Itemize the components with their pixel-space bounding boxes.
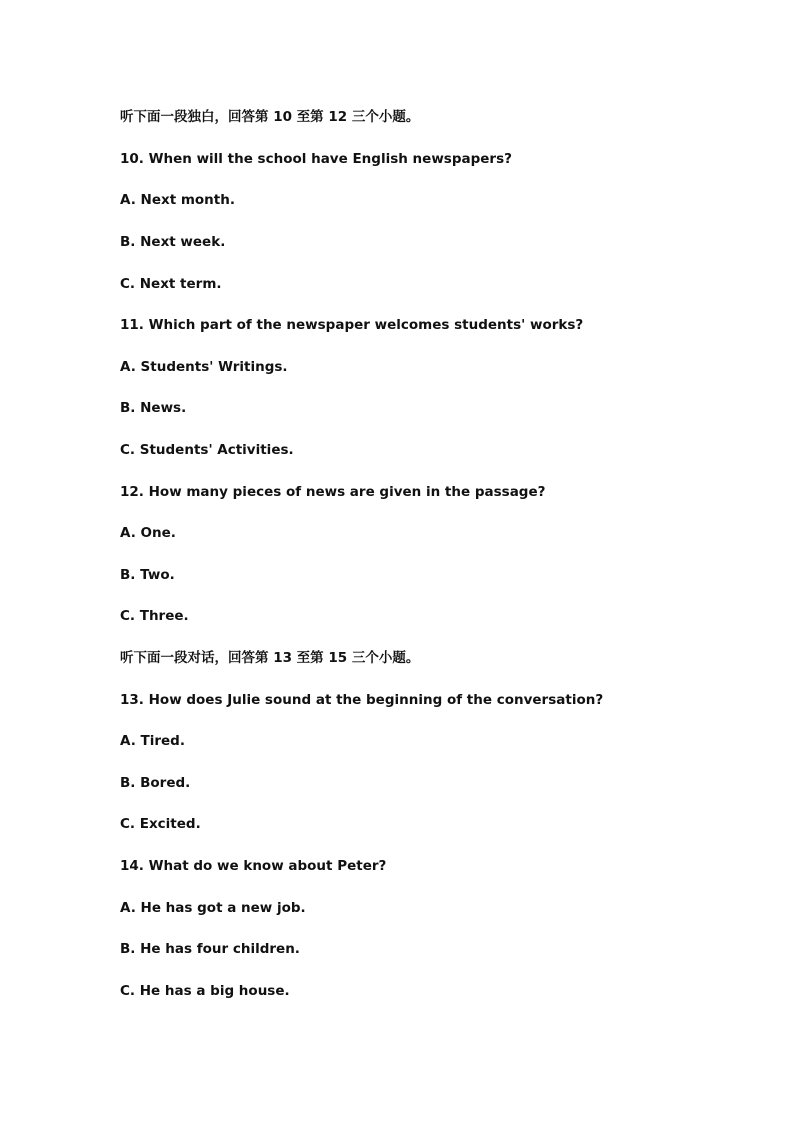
answer-option: A. One. [120,525,176,541]
answer-option: B. News. [120,400,187,416]
section-instruction: 听下面一段对话，回答第 13 至第 15 三个小题。 [120,650,420,666]
answer-option: B. He has four children. [120,941,300,957]
answer-option: B. Bored. [120,775,191,791]
question-stem: 11. Which part of the newspaper welcomes students' works? [120,317,584,333]
question-stem: 12. How many pieces of news are given in the passage? [120,484,546,500]
question-stem: 14. What do we know about Peter? [120,858,387,874]
answer-option: C. Excited. [120,816,201,832]
answer-option: C. He has a big house. [120,983,290,999]
answer-option: C. Students' Activities. [120,442,294,458]
answer-option: C. Three. [120,608,189,624]
answer-option: B. Next week. [120,234,226,250]
answer-option: A. He has got a new job. [120,900,306,916]
question-stem: 13. How does Julie sound at the beginning of the conversation? [120,692,604,708]
answer-option: C. Next term. [120,276,222,292]
question-stem: 10. When will the school have English newspapers? [120,151,512,167]
answer-option: A. Students' Writings. [120,359,288,375]
answer-option: A. Next month. [120,192,235,208]
section-instruction: 听下面一段独白，回答第 10 至第 12 三个小题。 [120,109,420,125]
answer-option: B. Two. [120,567,175,583]
answer-option: A. Tired. [120,733,185,749]
